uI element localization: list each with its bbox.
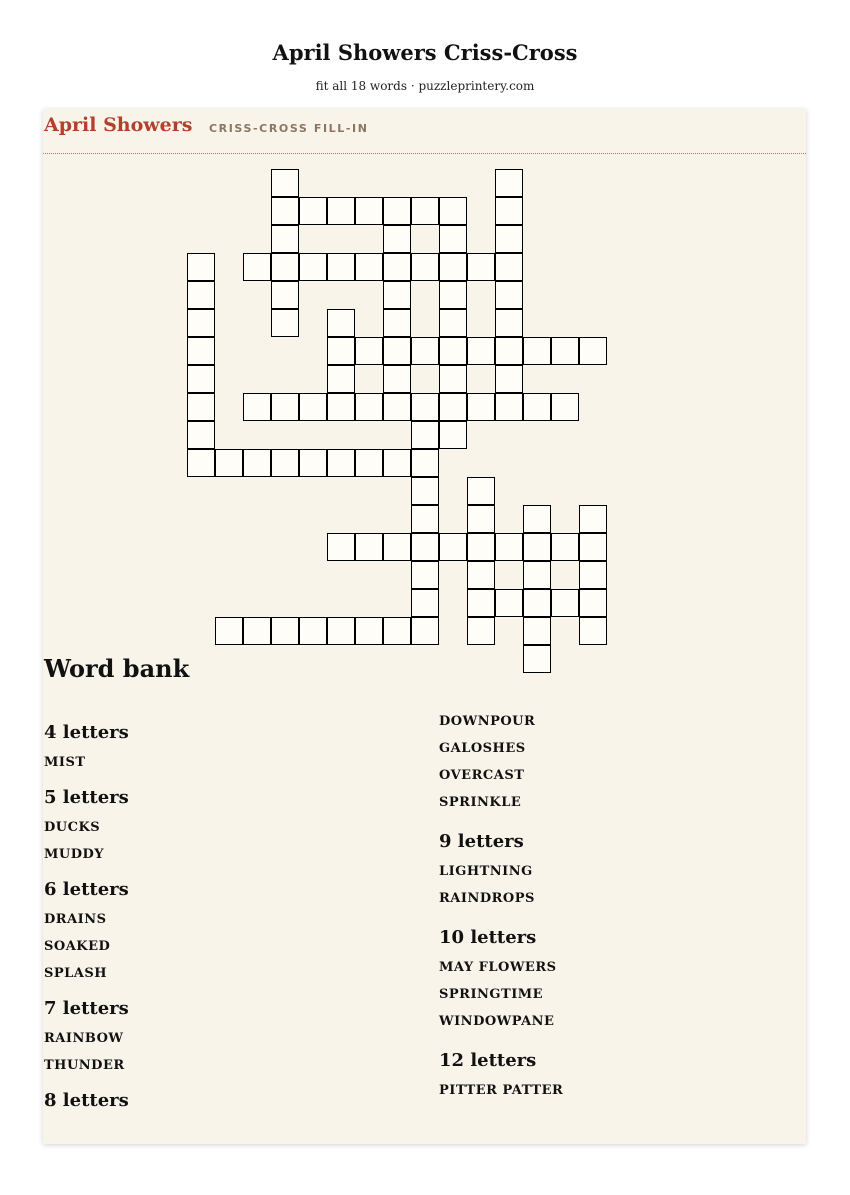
- grid-cell: [299, 449, 327, 477]
- grid-cell: [187, 253, 215, 281]
- grid-cell: [327, 309, 355, 337]
- grid-cell: [243, 253, 271, 281]
- grid-cell: [383, 253, 411, 281]
- word-group-heading: 5 letters: [44, 787, 129, 808]
- grid-cell: [383, 309, 411, 337]
- grid-cell: [467, 477, 495, 505]
- grid-cell: [551, 393, 579, 421]
- grid-cell: [271, 393, 299, 421]
- grid-cell: [523, 393, 551, 421]
- grid-cell: [187, 393, 215, 421]
- word-group: [44, 874, 384, 987]
- grid-cell: [327, 337, 355, 365]
- grid-cell: [467, 253, 495, 281]
- grid-cell: [439, 253, 467, 281]
- grid-cell: [383, 197, 411, 225]
- grid-cell: [215, 617, 243, 645]
- grid-cell: [187, 337, 215, 365]
- word-bank-item: THUNDER: [44, 1058, 125, 1073]
- word-group-continued: [439, 708, 779, 816]
- grid-cell: [299, 617, 327, 645]
- grid-cell: [523, 337, 551, 365]
- grid-cell: [411, 533, 439, 561]
- word-group-heading: 10 letters: [439, 927, 537, 948]
- grid-cell: [439, 309, 467, 337]
- grid-cell: [383, 337, 411, 365]
- word-bank-item: DRAINS: [44, 912, 107, 927]
- grid-cell: [271, 617, 299, 645]
- grid-cell: [327, 393, 355, 421]
- grid-cell: [495, 309, 523, 337]
- grid-cell: [243, 617, 271, 645]
- word-group: [439, 826, 779, 912]
- grid-cell: [411, 617, 439, 645]
- grid-cell: [411, 253, 439, 281]
- word-group: [44, 782, 384, 868]
- word-group: [44, 717, 384, 776]
- word-group: [44, 1085, 384, 1117]
- grid-cell: [411, 449, 439, 477]
- word-bank-item: SPLASH: [44, 966, 108, 981]
- grid-cell: [383, 281, 411, 309]
- grid-cell: [355, 393, 383, 421]
- grid-cell: [187, 309, 215, 337]
- grid-cell: [243, 449, 271, 477]
- grid-cell: [579, 561, 607, 589]
- grid-cell: [467, 589, 495, 617]
- grid-cell: [523, 505, 551, 533]
- grid-cell: [327, 197, 355, 225]
- word-bank-item: PITTER PATTER: [439, 1083, 564, 1098]
- word-group-heading: 6 letters: [44, 879, 129, 900]
- grid-cell: [495, 337, 523, 365]
- word-bank-item: MUDDY: [44, 847, 105, 862]
- grid-cell: [579, 505, 607, 533]
- grid-cell: [467, 337, 495, 365]
- grid-cell: [383, 365, 411, 393]
- grid-cell: [299, 197, 327, 225]
- grid-cell: [383, 617, 411, 645]
- grid-cell: [411, 197, 439, 225]
- grid-cell: [523, 533, 551, 561]
- grid-cell: [467, 533, 495, 561]
- grid-cell: [495, 169, 523, 197]
- puzzle-type-tag: CRISS-CROSS FILL-IN: [209, 122, 369, 135]
- grid-cell: [187, 281, 215, 309]
- crossword-grid: [43, 109, 806, 669]
- grid-cell: [579, 337, 607, 365]
- grid-cell: [383, 225, 411, 253]
- page-title: April Showers Criss-Cross: [272, 40, 578, 65]
- grid-cell: [355, 449, 383, 477]
- grid-cell: [271, 225, 299, 253]
- grid-cell: [439, 533, 467, 561]
- word-bank-item: DUCKS: [44, 820, 101, 835]
- grid-cell: [187, 421, 215, 449]
- grid-cell: [523, 645, 551, 673]
- page-subtitle: fit all 18 words · puzzleprintery.com: [315, 79, 535, 93]
- grid-cell: [495, 253, 523, 281]
- grid-cell: [495, 393, 523, 421]
- grid-cell: [467, 617, 495, 645]
- grid-cell: [327, 533, 355, 561]
- grid-cell: [271, 281, 299, 309]
- grid-cell: [411, 337, 439, 365]
- grid-cell: [579, 617, 607, 645]
- puzzle-card: [43, 109, 806, 1144]
- grid-cell: [299, 393, 327, 421]
- word-group-heading: 7 letters: [44, 998, 129, 1019]
- grid-cell: [271, 169, 299, 197]
- grid-cell: [271, 449, 299, 477]
- grid-cell: [467, 393, 495, 421]
- grid-cell: [495, 533, 523, 561]
- grid-cell: [523, 617, 551, 645]
- word-bank-item: RAINDROPS: [439, 891, 535, 906]
- word-bank-item: MAY FLOWERS: [439, 960, 557, 975]
- word-bank-item: MIST: [44, 755, 86, 770]
- word-bank-item: SOAKED: [44, 939, 111, 954]
- word-bank-item: SPRINKLE: [439, 795, 522, 810]
- grid-cell: [579, 589, 607, 617]
- grid-cell: [411, 561, 439, 589]
- grid-cell: [495, 365, 523, 393]
- grid-cell: [551, 589, 579, 617]
- word-group: [44, 993, 384, 1079]
- word-bank-column-right: [439, 708, 779, 1104]
- grid-cell: [523, 561, 551, 589]
- grid-cell: [523, 589, 551, 617]
- grid-cell: [187, 449, 215, 477]
- grid-cell: [439, 365, 467, 393]
- word-bank-column-left: [44, 717, 384, 1117]
- grid-cell: [411, 589, 439, 617]
- word-group-heading: 12 letters: [439, 1050, 537, 1071]
- word-group-heading: 9 letters: [439, 831, 524, 852]
- word-bank-item: DOWNPOUR: [439, 714, 536, 729]
- grid-cell: [327, 253, 355, 281]
- grid-cell: [383, 533, 411, 561]
- grid-cell: [327, 449, 355, 477]
- grid-cell: [551, 337, 579, 365]
- word-bank-item: GALOSHES: [439, 741, 526, 756]
- grid-cell: [411, 477, 439, 505]
- grid-cell: [495, 225, 523, 253]
- grid-cell: [439, 393, 467, 421]
- grid-cell: [579, 533, 607, 561]
- word-group-heading: 4 letters: [44, 722, 129, 743]
- grid-cell: [411, 505, 439, 533]
- grid-cell: [355, 337, 383, 365]
- grid-cell: [495, 197, 523, 225]
- word-group-heading: 8 letters: [44, 1090, 129, 1111]
- grid-cell: [299, 253, 327, 281]
- word-bank-item: WINDOWPANE: [439, 1014, 555, 1029]
- grid-cell: [355, 533, 383, 561]
- grid-cell: [243, 393, 271, 421]
- grid-cell: [355, 253, 383, 281]
- grid-cell: [271, 309, 299, 337]
- grid-cell: [327, 365, 355, 393]
- word-bank-heading: Word bank: [44, 654, 190, 683]
- grid-cell: [271, 253, 299, 281]
- grid-cell: [271, 197, 299, 225]
- grid-cell: [327, 617, 355, 645]
- grid-cell: [383, 393, 411, 421]
- grid-cell: [411, 421, 439, 449]
- word-group: [439, 922, 779, 1035]
- word-bank-item: SPRINGTIME: [439, 987, 544, 1002]
- word-bank-item: RAINBOW: [44, 1031, 124, 1046]
- grid-cell: [495, 589, 523, 617]
- grid-cell: [467, 505, 495, 533]
- grid-cell: [355, 617, 383, 645]
- grid-cell: [355, 197, 383, 225]
- grid-cell: [439, 337, 467, 365]
- grid-cell: [439, 281, 467, 309]
- grid-cell: [439, 197, 467, 225]
- grid-cell: [383, 449, 411, 477]
- grid-cell: [439, 225, 467, 253]
- grid-cell: [215, 449, 243, 477]
- grid-cell: [495, 281, 523, 309]
- puzzle-title: April Showers: [44, 114, 193, 136]
- grid-cell: [411, 393, 439, 421]
- word-bank-item: LIGHTNING: [439, 864, 533, 879]
- grid-cell: [439, 421, 467, 449]
- word-group: [439, 1045, 779, 1104]
- grid-cell: [551, 533, 579, 561]
- word-bank-item: OVERCAST: [439, 768, 525, 783]
- grid-cell: [467, 561, 495, 589]
- grid-cell: [187, 365, 215, 393]
